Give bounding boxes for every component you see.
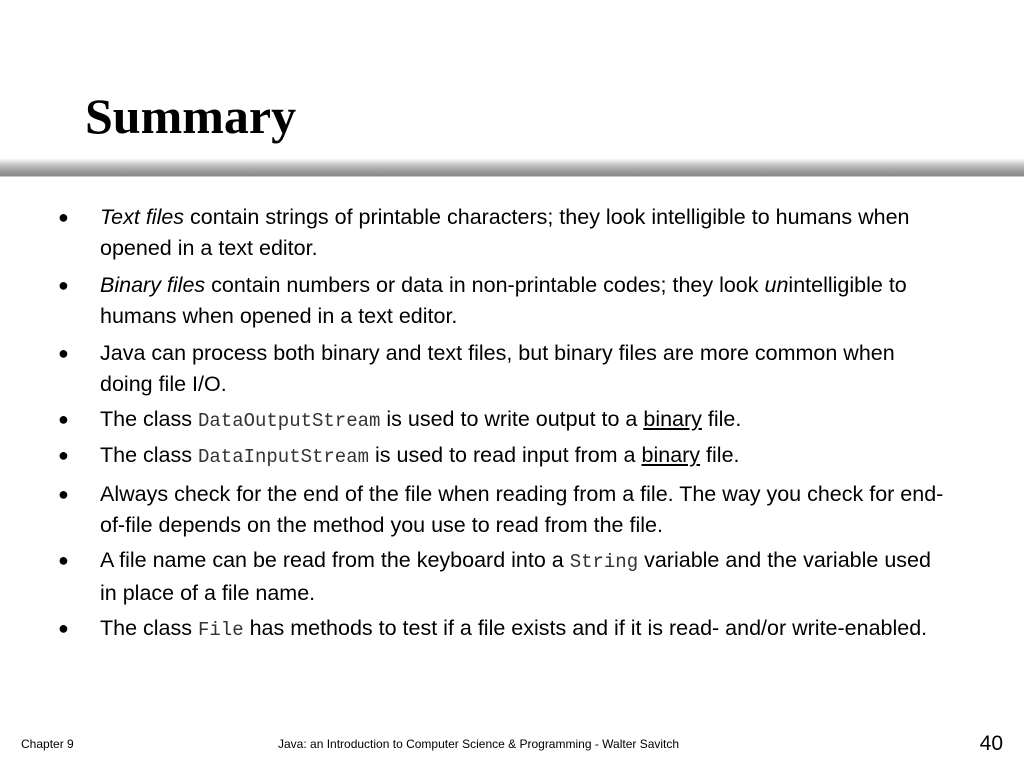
bullet-dot-icon: ● — [58, 484, 69, 504]
bullet-code-segment: File — [197, 619, 244, 641]
bullet-text — [100, 545, 950, 609]
footer-chapter: Chapter 9 — [21, 737, 74, 751]
bullet-segment: contain strings of printable characters; they look intelligible to humans when opened in a text editor. — [100, 205, 910, 260]
bullet-dot-icon: ● — [58, 618, 69, 638]
bullet-segment: variable and the variable used in place of a file name. — [100, 548, 931, 605]
bullet-segment: is used to read input from a — [369, 443, 642, 467]
bullet-segment: has methods to test if a file exists and if it is read- and/or write-enabled. — [243, 616, 928, 640]
bullet-code-segment: String — [569, 551, 639, 573]
bullet-text — [100, 404, 950, 437]
bullet-segment: contain numbers or data in non-printable codes; they look — [205, 273, 765, 297]
bullet-segment: binary — [643, 407, 702, 431]
bullet-text — [100, 440, 950, 473]
slide-number: 40 — [979, 732, 1003, 755]
bullet-text — [100, 479, 950, 541]
bullet-segment: Binary files — [100, 273, 206, 297]
bullet-dot-icon: ● — [58, 550, 69, 570]
bullet-segment: Always check for the end of the file when reading from a file. The way you check for end-of-file depends on the method you use to read from the file. — [100, 482, 944, 537]
bullet-segment: un — [764, 273, 789, 297]
title-divider — [0, 158, 1024, 179]
bullet-text — [100, 338, 950, 400]
footer-book-title: Java: an Introduction to Computer Science & Programming - Walter Savitch — [278, 737, 680, 751]
bullet-segment: Text files — [100, 205, 185, 229]
bullet-segment: file. — [700, 443, 740, 467]
bullet-text — [100, 202, 950, 264]
bullet-segment: Java can process both binary and text files, but binary files are more common when doing file I/O. — [100, 341, 895, 396]
bullet-segment: intelligible to humans when opened in a text editor. — [100, 273, 907, 328]
bullet-segment: is used to write output to a — [380, 407, 644, 431]
bullet-dot-icon: ● — [58, 409, 69, 429]
bullet-segment: The class — [100, 616, 198, 640]
bullet-dot-icon: ● — [58, 445, 69, 465]
slide-title: Summary — [85, 88, 297, 144]
bullet-segment: A file name can be read from the keyboard into a — [100, 548, 570, 572]
bullet-segment: The class — [100, 443, 198, 467]
bullet-segment: file. — [701, 407, 742, 431]
bullet-segment: binary — [641, 443, 701, 467]
bullet-dot-icon: ● — [58, 207, 69, 227]
bullet-dot-icon: ● — [58, 275, 69, 295]
bullet-code-segment: DataOutputStream — [197, 410, 381, 432]
bullet-text — [100, 270, 950, 332]
bullet-text — [100, 613, 950, 646]
bullet-segment: The class — [100, 407, 198, 431]
bullet-code-segment: DataInputStream — [197, 446, 370, 468]
bullet-dot-icon: ● — [58, 343, 69, 363]
